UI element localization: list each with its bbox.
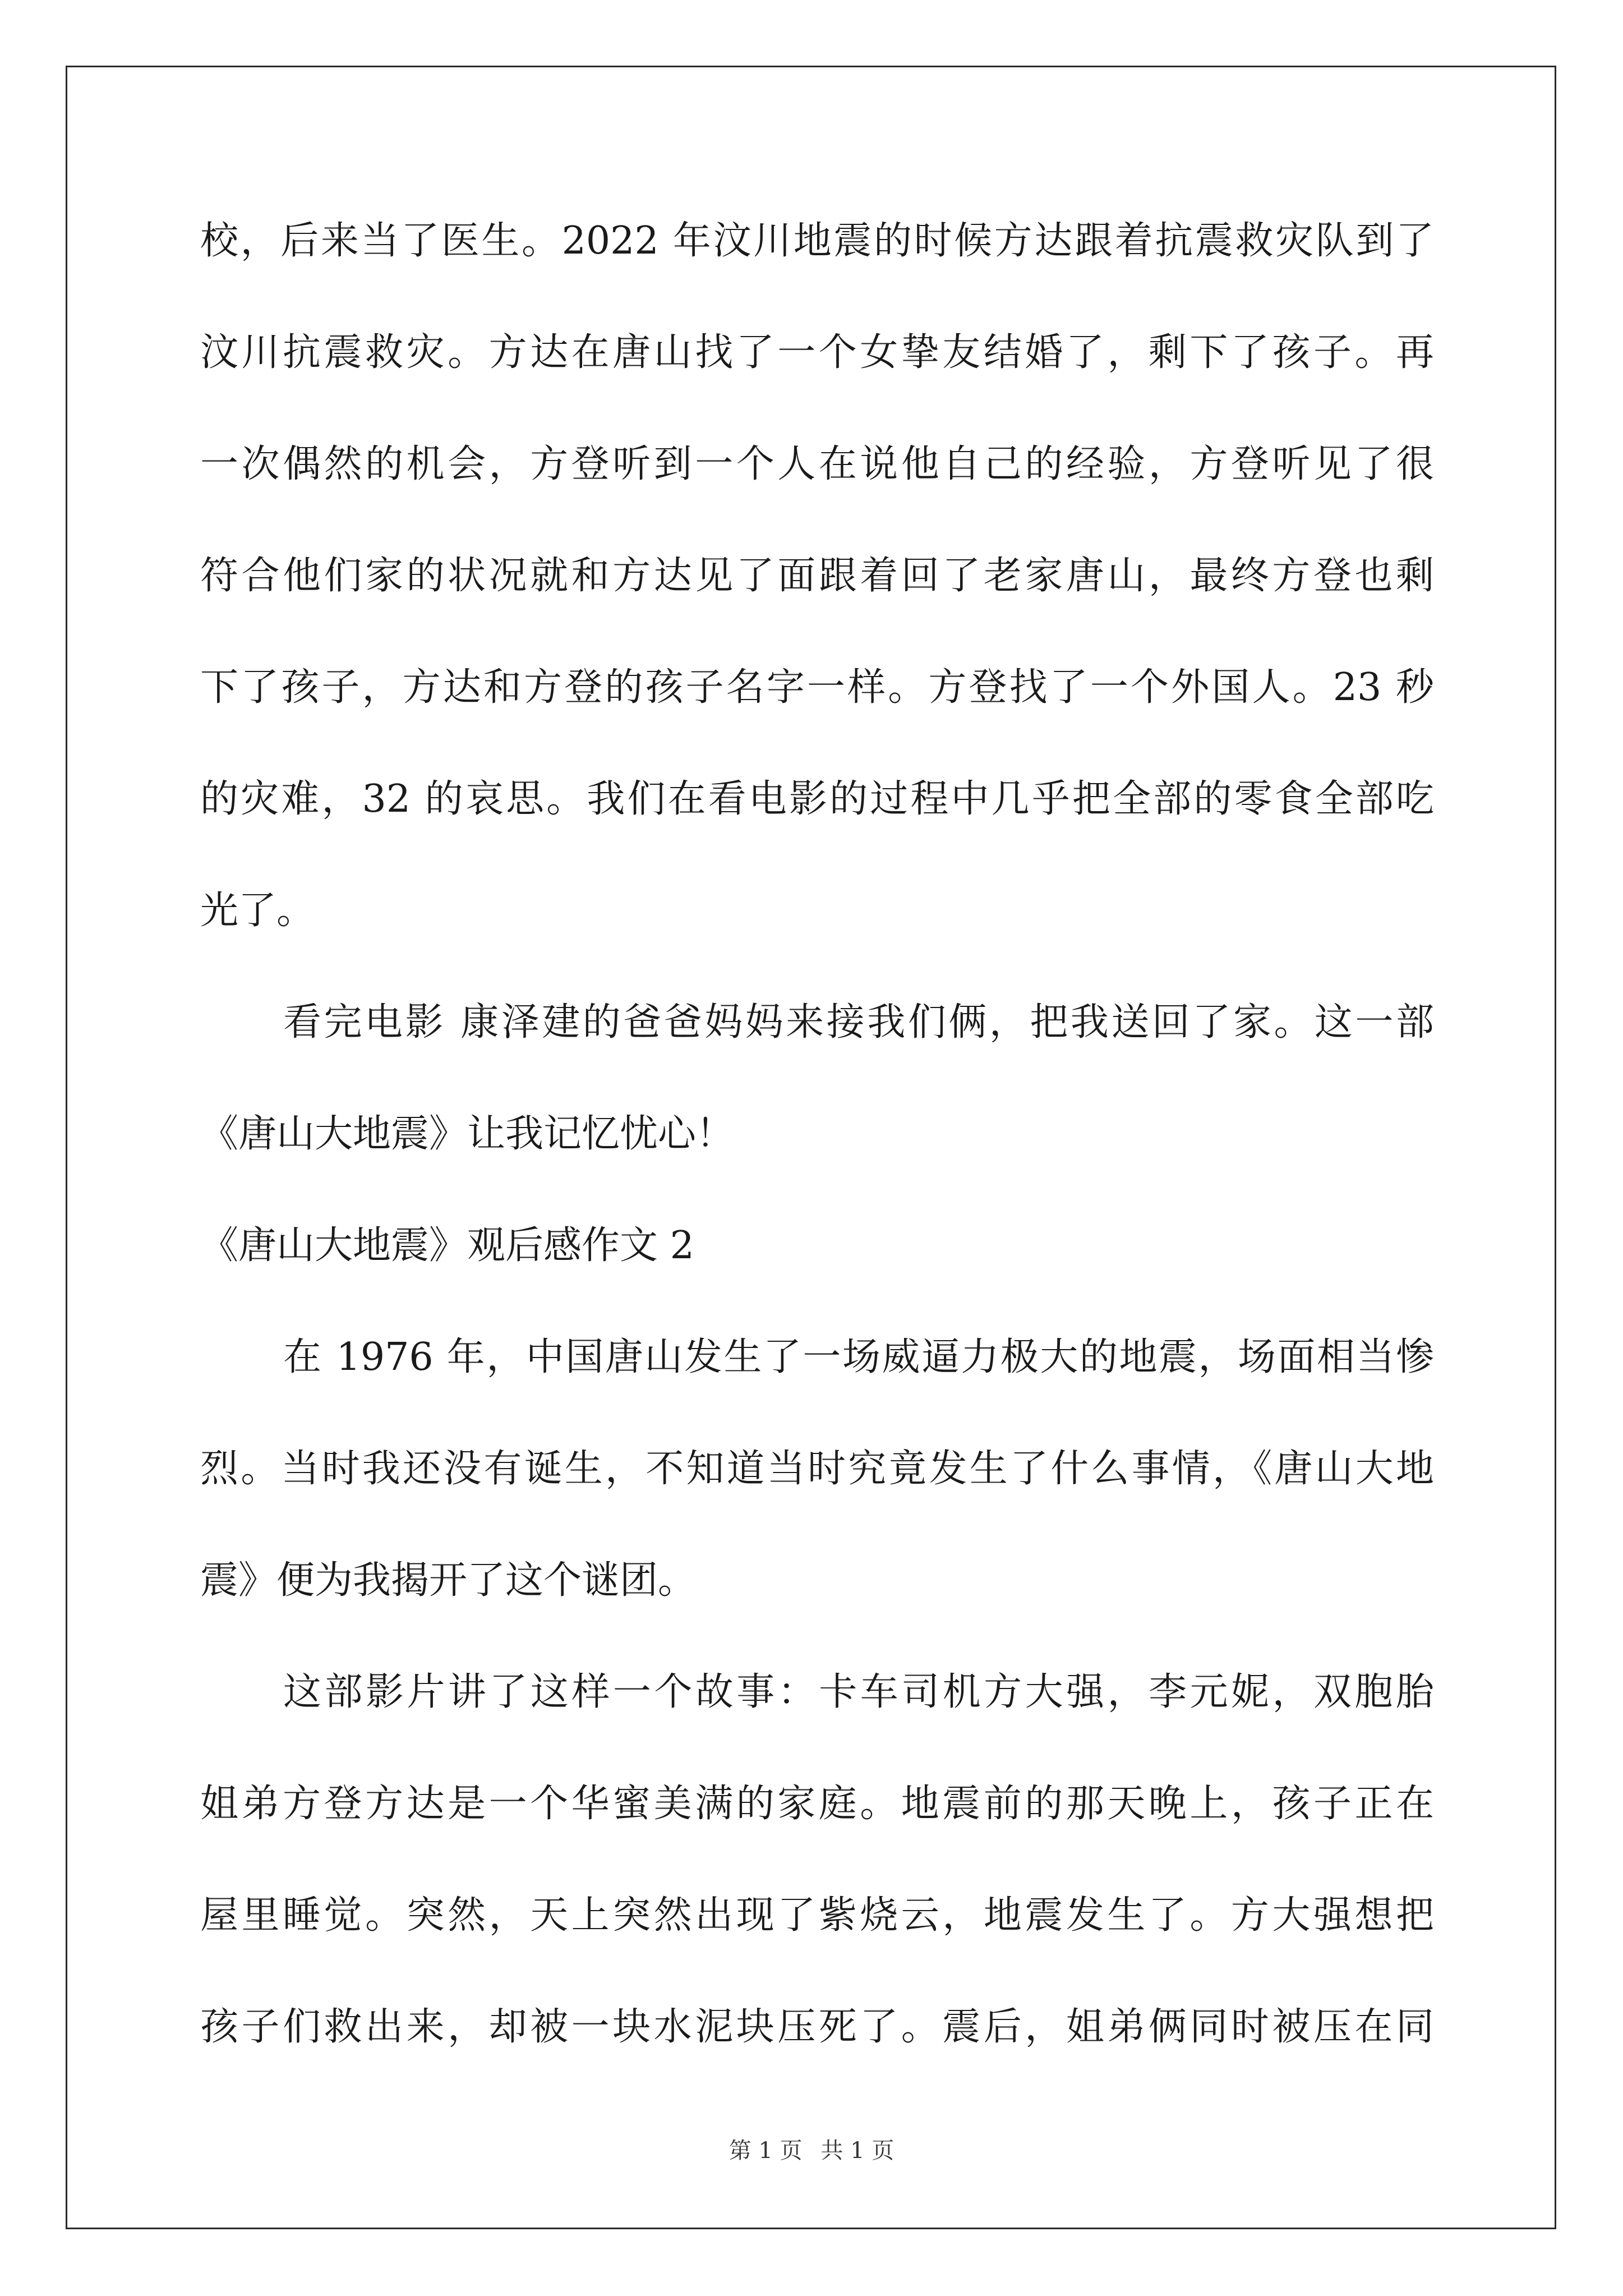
text-line: 汶川抗震救灾。方达在唐山找了一个女挚友结婚了，剩下了孩子。再: [200, 330, 1434, 375]
text-line: 《唐山大地震》让我记忆忧心！: [200, 1112, 735, 1156]
text-line: 在 1976 年，中国唐山发生了一场威逼力极大的地震，场面相当惨: [283, 1335, 1434, 1379]
page-footer: [0, 2133, 1623, 2165]
paragraph-2: [200, 989, 1434, 1212]
text-line: 的灾难，32 的哀思。我们在看电影的过程中几乎把全部的零食全部吃: [200, 777, 1434, 821]
text-line: 这部影片讲了这样一个故事：卡车司机方大强，李元妮，双胞胎: [283, 1670, 1434, 1714]
text-line: 校，后来当了医生。2022 年汶川地震的时候方达跟着抗震救灾队到了: [200, 219, 1434, 263]
paragraph-4: [200, 1659, 1434, 2105]
section-heading: 《唐山大地震》观后感作文 2: [200, 1223, 694, 1268]
text-line: 一次偶然的机会，方登听到一个人在说他自己的经验，方登听见了很: [200, 442, 1434, 486]
page-total: 共 1 页: [820, 2138, 895, 2164]
text-line: 看完电影 康泽建的爸爸妈妈来接我们俩，把我送回了家。这一部: [283, 1000, 1434, 1045]
text-line: 屋里睡觉。突然，天上突然出现了紫烧云，地震发生了。方大强想把: [200, 1893, 1434, 1938]
text-line: 姐弟方登方达是一个华蜜美满的家庭。地震前的那天晚上，孩子正在: [200, 1782, 1434, 1826]
paragraph-1: [200, 208, 1434, 989]
page-number: 第 1 页: [728, 2138, 803, 2164]
text-line: 孩子们救出来，却被一块水泥块压死了。震后，姐弟俩同时被压在同: [200, 2005, 1434, 2049]
paragraph-3: [200, 1324, 1434, 1659]
text-line: 震》便为我揭开了这个谜团。: [200, 1558, 697, 1603]
document-body: [200, 208, 1434, 2105]
text-line: 光了。: [200, 889, 315, 933]
text-line: 符合他们家的状况就和方达见了面跟着回了老家唐山，最终方登也剩: [200, 554, 1434, 598]
text-line: 下了孩子，方达和方登的孩子名字一样。方登找了一个外国人。23 秒: [200, 665, 1434, 710]
text-line: 烈。当时我还没有诞生，不知道当时究竟发生了什么事情，《唐山大地: [200, 1447, 1434, 1491]
